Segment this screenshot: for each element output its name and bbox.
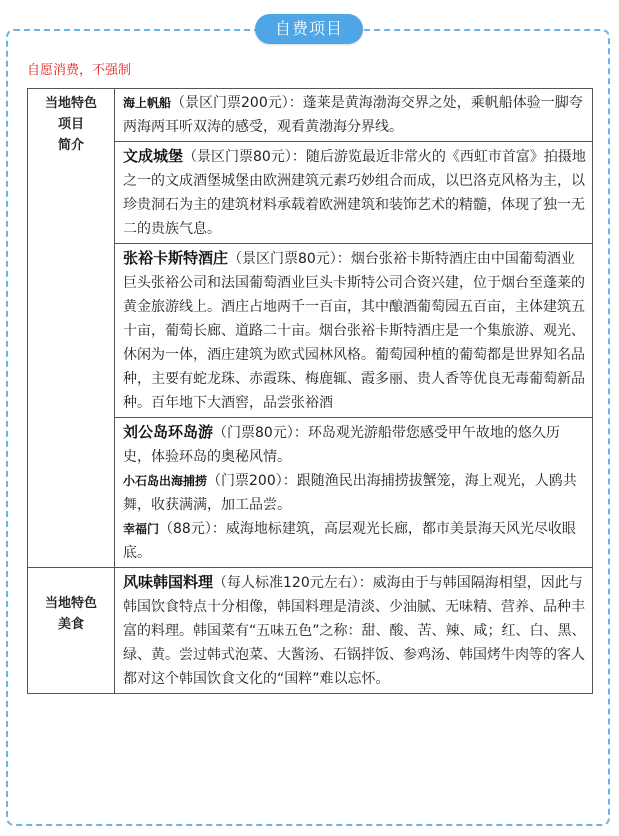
item-price: （门票80元）	[213, 425, 294, 441]
item-desc: ：跟随渔民出海捕捞拔蟹笼，海上观光，人鸥共舞，收获满满，加工品尝。	[123, 473, 577, 513]
wencheng-castle-cell	[115, 142, 593, 244]
self-pay-table	[27, 88, 593, 694]
label-line: 美食	[57, 617, 84, 632]
item-desc: ：威海由于与韩国隔海相望，因此与韩国饮食特点十分相像，韩国料理是清淡、少油腻、无味精、营养、品种丰富的料理。韩国菜有“五味五色”之称：甜、酸、苦、辣、咸；红、白、黑、绿、黄。尝过韩式泡菜、大酱汤、石锅拌饭、参鸡汤、韩国烤牛肉等的客人都对这个韩国饮食文化的“国粹”难以忘怀。	[123, 575, 586, 687]
item-name: 张裕卡斯特酒庄	[123, 249, 229, 267]
table-row	[28, 568, 593, 694]
haishang-fanchuan-cell	[115, 89, 593, 142]
item-name: 风味韩国料理	[123, 573, 214, 591]
item-name: 小石岛出海捕捞	[123, 474, 208, 488]
island-tours-cell	[115, 418, 593, 568]
item-name: 幸福门	[123, 522, 160, 536]
label-line: 当地特色	[44, 596, 97, 611]
item-price: （景区门票200元）	[171, 95, 289, 111]
label-line: 项目	[57, 117, 84, 132]
item-desc: ：随后游览最近非常火的《西虹市首富》拍摄地之一的文成酒堡城堡由欧洲建筑元素巧妙组合而成，以巴洛克风格为主，以珍贵洞石为主的建筑材料承载着欧洲建筑和装饰艺术的精髓，体现了独一无二的贵族气息。	[123, 149, 586, 237]
item-price: （景区门票80元）	[228, 251, 337, 267]
zhangyu-winery-cell	[115, 244, 593, 418]
table-row	[28, 89, 593, 142]
item-price: （景区门票80元）	[183, 149, 292, 165]
item-desc: ：蓬莱是黄海渤海交界之处，乘帆船体验一脚夸两海两耳听双涛的感受，观看黄渤海分界线。	[123, 95, 583, 135]
item-desc: ：烟台张裕卡斯特酒庄由中国葡萄酒业巨头张裕公司和法国葡萄酒业巨头卡斯特公司合资兴建，位于烟台至蓬莱的黄金旅游线上。酒庄占地两千一百亩，其中酿酒葡萄园五百亩，主体建筑五十亩，葡萄长廊、道路二十亩。烟台张裕卡斯特酒庄是一个集旅游、观光、休闲为一体，酒庄建筑为欧式园林风格。葡萄园种植的葡萄都是世界知名品种，主要有蛇龙珠、赤霞珠、梅鹿辄、霞多丽、贵人香等优良无毒葡萄新品种。百年地下大酒窖，品尝张裕酒	[123, 251, 585, 411]
korean-cuisine-cell	[115, 568, 593, 694]
label-line: 简介	[57, 138, 84, 153]
voluntary-notice: 自愿消费，不强制	[27, 63, 132, 78]
item-name: 刘公岛环岛游	[123, 423, 214, 441]
item-desc: ：环岛观光游船带您感受甲午故地的悠久历史，体验环岛的奥秘风情。	[123, 425, 560, 465]
section-title: 自费项目	[255, 14, 363, 44]
item-desc: ：威海地标建筑，高层观光长廊，都市美景海天风光尽收眼底。	[123, 521, 576, 561]
item-name: 文成城堡	[123, 147, 184, 165]
special-projects-label-cell	[28, 89, 115, 568]
label-line: 当地特色	[44, 96, 97, 111]
item-price: （门票200）	[207, 473, 283, 489]
item-price: （88元）	[159, 521, 212, 537]
item-name: 海上帆船	[123, 96, 172, 110]
item-price: （每人标准120元左右）	[213, 575, 359, 591]
special-food-label-cell	[28, 568, 115, 694]
